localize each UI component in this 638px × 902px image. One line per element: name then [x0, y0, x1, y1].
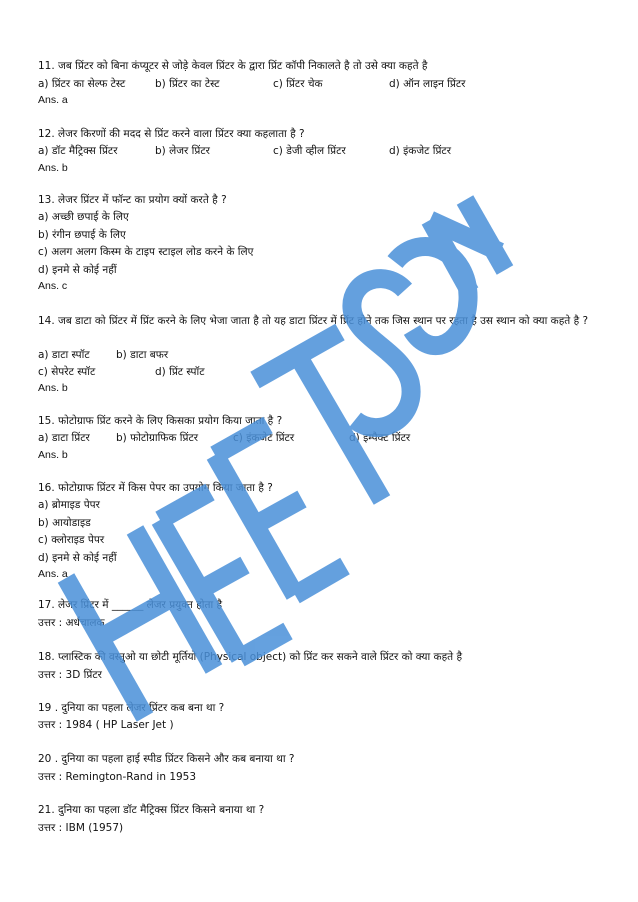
- options-14-row1: [38, 348, 168, 362]
- option-b: b) प्रिंटर का टेस्ट: [155, 78, 220, 90]
- question-16: 16. फोटोग्राफ प्रिंटर में किस पेपर का उपयोग किया जाता है ?: [38, 482, 273, 494]
- question-12: 12. लेजर किरणों की मदद से प्रिंट करने वाला प्रिंटर क्या कहलाता है ?: [38, 128, 305, 140]
- option-d: d) प्रिंट स्पॉट: [155, 366, 205, 378]
- question-13: 13. लेजर प्रिंटर में फॉन्ट का प्रयोग क्यों करते है ?: [38, 194, 227, 206]
- option-b: b) फोटोग्राफिक प्रिंटर: [116, 432, 199, 444]
- question-21: 21. दुनिया का पहला डॉट मैट्रिक्स प्रिंटर किसने बनाया था ?: [38, 804, 265, 816]
- options-14-row2: [38, 365, 204, 379]
- option-16-a: a) ब्रोमाइड पेपर: [38, 499, 100, 511]
- option-b: b) लेजर प्रिंटर: [155, 145, 210, 157]
- question-11: 11. जब प्रिंटर को बिना कंप्यूटर से जोड़े केवल प्रिंटर के द्वारा प्रिंट कॉपी निकालते है तो उसे क्या कहते है: [38, 60, 428, 72]
- answer-12: Ans. b: [38, 162, 68, 174]
- option-c: c) सेपरेट स्पॉट: [38, 366, 96, 378]
- question-17: 17. लेजर प्रिंटर में ______ लेजर प्रयुक्त होता है: [38, 599, 223, 611]
- option-c: c) इंकजेट प्रिंटर: [233, 432, 295, 444]
- option-a: a) डॉट मैट्रिक्स प्रिंटर: [38, 145, 118, 157]
- answer-16: Ans. a: [38, 568, 68, 580]
- option-b: b) डाटा बफर: [116, 349, 169, 361]
- option-13-c: c) अलग अलग किस्म के टाइप स्टाइल लोड करने के लिए: [38, 246, 254, 258]
- question-19: 19 . दुनिया का पहला लेजर प्रिंटर कब बना था ?: [38, 702, 225, 714]
- question-20: 20 . दुनिया का पहला हाई स्पीड प्रिंटर किसने और कब बनाया था ?: [38, 753, 295, 765]
- option-a: a) डाटा स्पॉट: [38, 349, 90, 361]
- options-11: [38, 77, 465, 91]
- question-18: 18. प्लास्टिक की वस्तुओ या छोटी मूर्तियो (Physical object) को प्रिंट कर सकने वाले प्रिंटर को क्या कहते है: [38, 651, 463, 663]
- option-c: c) डेजी व्हील प्रिंटर: [273, 145, 346, 157]
- answer-13: Ans. c: [38, 280, 68, 292]
- option-13-b: b) रंगीन छपाई के लिए: [38, 229, 126, 241]
- option-16-b: b) आयोडाइड: [38, 517, 91, 529]
- answer-20: उत्तर : Remington-Rand in 1953: [38, 771, 197, 783]
- answer-11: Ans. a: [38, 94, 68, 106]
- options-15: [38, 431, 410, 445]
- option-d: d) ऑन लाइन प्रिंटर: [389, 78, 466, 90]
- option-d: d) इम्पैक्ट प्रिंटर: [349, 432, 411, 444]
- option-a: a) डाटा प्रिंटर: [38, 432, 90, 444]
- question-14: 14. जब डाटा को प्रिंटर में प्रिंट करने के लिए भेजा जाता है तो यह डाटा प्रिंटर में प्रिंट होने तक जिस स्थान पर रहता है उस स्थान को क्या कहते है ?: [38, 315, 589, 327]
- option-c: c) प्रिंटर चेक: [273, 78, 323, 90]
- answer-17: उत्तर : अर्धचालक: [38, 617, 105, 629]
- options-12: [38, 144, 451, 158]
- option-16-d: d) इनमे से कोई नहीं: [38, 552, 117, 564]
- option-a: a) प्रिंटर का सेल्फ टेस्ट: [38, 78, 126, 90]
- answer-19: उत्तर : 1984 ( HP Laser Jet ): [38, 719, 174, 731]
- option-16-c: c) क्लोराइड पेपर: [38, 534, 105, 546]
- answer-14: Ans. b: [38, 382, 68, 394]
- option-13-a: a) अच्छी छपाई के लिए: [38, 211, 129, 223]
- option-d: d) इंकजेट प्रिंटर: [389, 145, 452, 157]
- answer-15: Ans. b: [38, 449, 68, 461]
- answer-21: उत्तर : IBM (1957): [38, 822, 124, 834]
- option-13-d: d) इनमे से कोई नहीं: [38, 264, 117, 276]
- answer-18: उत्तर : 3D प्रिंटर: [38, 669, 102, 681]
- question-15: 15. फोटोग्राफ प्रिंट करने के लिए किसका प्रयोग किया जाता है ?: [38, 415, 283, 427]
